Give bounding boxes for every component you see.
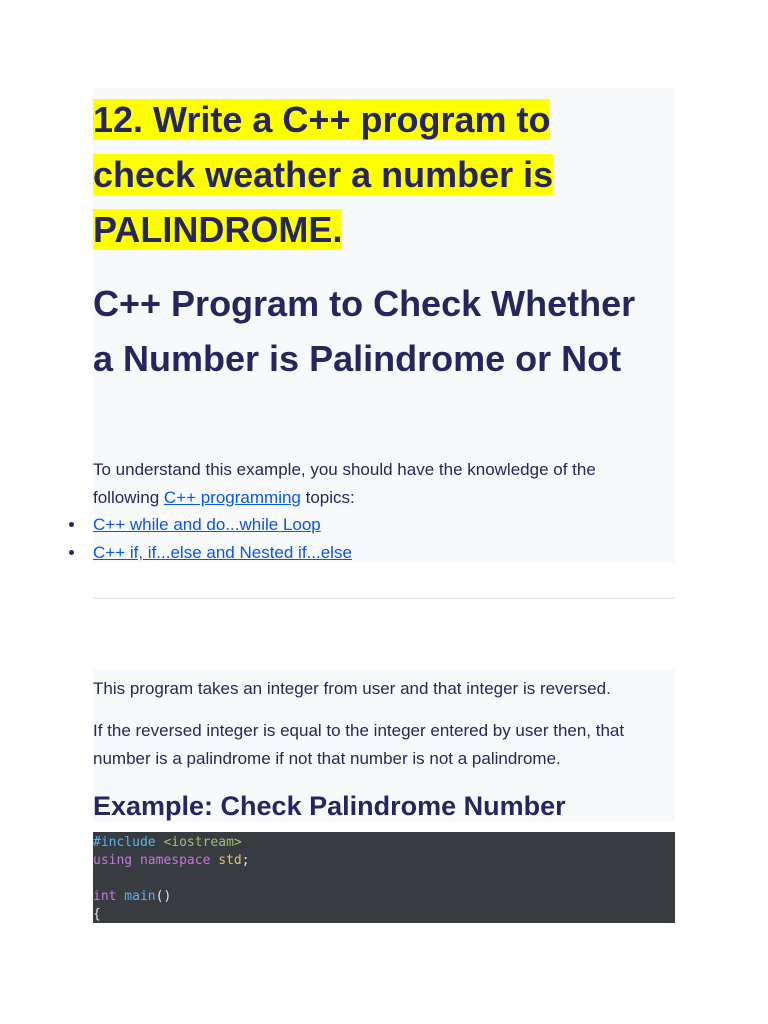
code-line-5 [93, 906, 675, 923]
article-heading: C++ Program to Check Whether a Number is Palindrome or Not [93, 283, 636, 379]
topic-link-while-loop[interactable]: C++ while and do...while Loop [93, 515, 321, 534]
bullet-icon [69, 522, 74, 527]
example-heading: Example: Check Palindrome Number [93, 791, 566, 821]
code-line-4 [93, 888, 675, 906]
code-line-3 [93, 870, 675, 888]
description-paragraph-2: If the reversed integer is equal to the integer entered by user then, that number is a palindrome if not that number is not a palindrome. [93, 721, 625, 768]
topic-link-if-else[interactable]: C++ if, if...else and Nested if...else [93, 543, 352, 562]
code-include-directive: #include [93, 835, 156, 850]
code-std-identifier: std [210, 853, 242, 868]
code-header-name: <iostream> [155, 835, 242, 850]
code-semicolon: ; [241, 853, 250, 868]
title-highlight-line-2: check weather a number is [93, 154, 554, 195]
list-item [93, 511, 352, 539]
bullet-icon [69, 550, 74, 555]
code-int-type: int [93, 889, 117, 904]
title-highlight-line-1: 12. Write a C++ program to [93, 99, 551, 140]
code-parentheses: () [155, 889, 172, 904]
topic-list [93, 511, 352, 567]
intro-paragraph [93, 456, 653, 512]
title-highlight-line-3: PALINDROME. [93, 209, 343, 250]
code-line-1 [93, 834, 675, 852]
list-item [93, 539, 352, 567]
code-line-2 [93, 852, 675, 870]
description-paragraph-1: This program takes an integer from user and that integer is reversed. [93, 679, 611, 698]
section-divider [93, 598, 675, 599]
code-using-keyword: using [93, 853, 133, 868]
code-namespace-keyword: namespace [132, 853, 211, 868]
cpp-programming-link[interactable]: C++ programming [163, 488, 301, 507]
code-open-brace: { [93, 907, 101, 922]
intro-text-before-link: To understand this example, you should have the knowledge of the following [93, 460, 596, 507]
code-block[interactable] [93, 832, 675, 923]
code-main-function: main [116, 889, 156, 904]
intro-text-after-link: topics: [300, 488, 355, 507]
page-title [93, 92, 675, 257]
